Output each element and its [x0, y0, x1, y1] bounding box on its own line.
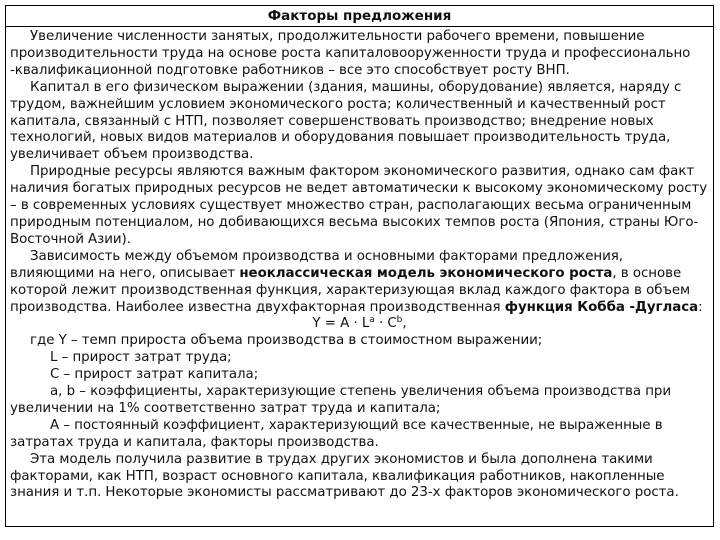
document-title: Факторы предложения [6, 6, 713, 27]
definition-l: L – прирост затрат труда; [50, 350, 232, 366]
definition-y: где Y – темп прироста объема производства в стоимостном выражении; [30, 333, 543, 349]
text-run: , в основе которой лежит производственная функция, характеризующая вклад каждого фактора в объем производства. Наиболее известна двухфакторная производственная [10, 265, 691, 315]
definition-ab: a, b – коэффициенты, характеризующие степень увеличения объема производства при увеличении на 1% соответственно затрат труда и капитала; [10, 384, 672, 416]
term-cobb-douglas: функция Кобба -Дугласа [504, 299, 699, 315]
paragraph-neoclassical-model [10, 249, 709, 317]
definition-a: A – постоянный коэффициент, характеризующий все качественные, не выраженные в затратах труда и капитала, факторы производства. [10, 417, 663, 450]
formula-exponent-a: a [369, 315, 375, 326]
document-frame [5, 5, 714, 527]
text-run: : [698, 299, 703, 315]
formula-end: , [402, 316, 407, 332]
formula-base: Y = A · L [312, 316, 370, 332]
formula-exponent-b: b [396, 315, 403, 326]
cobb-douglas-formula [10, 316, 709, 333]
definition-c: C – прирост затрат капитала; [50, 367, 259, 383]
paragraph-capital: Капитал в его физическом выражении (здания, машины, оборудование) является, наряду с трудом, важнейшим условием экономического роста; количественный и качественный рост капитала, связанный с НТП, позволяет совершенствовать производство; внедрение новых технологий, новых видов материалов и оборудования повышает производительность труда, увеличивает объем производства. [10, 79, 682, 163]
paragraph-natural-resources: Природные ресурсы являются важным фактором экономического развития, однако сам факт наличия богатых природных ресурсов не ведет автоматически к высокому экономическому росту – в современных условиях существует множество стран, располагающих весьма ограниченным природным потенциалом, но добивающихся весьма высоких темпов роста (Япония, страны Юго-Восточной Азии). [10, 164, 708, 247]
term-neoclassical-model: неоклассическая модель экономического роста [239, 265, 613, 281]
formula-middle: · C [374, 316, 397, 332]
text-run: Зависимость между объемом производства и основными факторами предложения, влияющими на него, описывает [10, 248, 623, 281]
paragraph-model-development: Эта модель получила развитие в трудах других экономистов и была дополнена такими факторами, как НТП, возраст основного капитала, квалификация работников, накопленные знания и т.п. Некоторые экономисты рассматривают до 23-х факторов экономического роста. [10, 451, 679, 501]
paragraph-labor: Увеличение численности занятых, продолжительности рабочего времени, повышение производительности труда на основе роста капиталовооруженности труда и профессионально -квалификационной подготовке работников – все это способствует росту ВНП. [10, 29, 691, 78]
document-body [6, 27, 713, 502]
